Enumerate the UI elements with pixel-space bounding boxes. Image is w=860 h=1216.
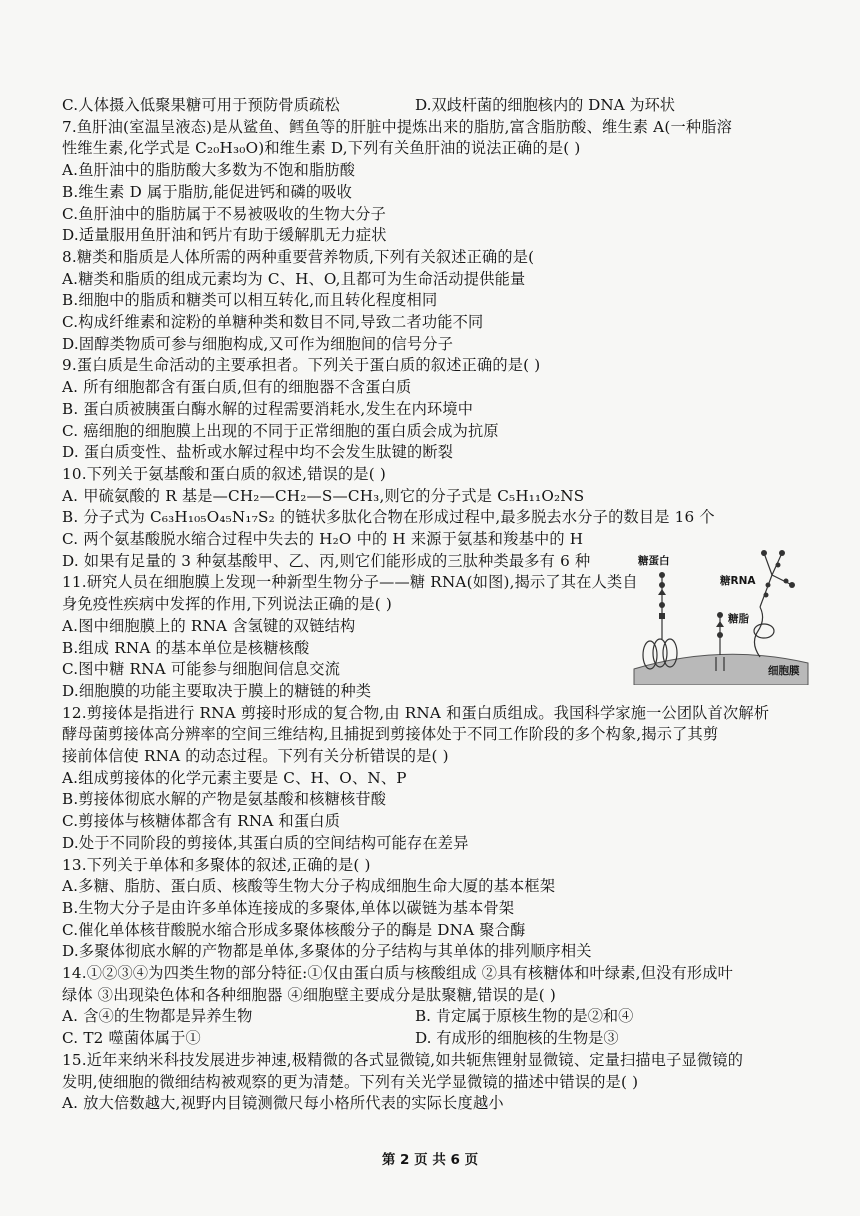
question-line: B.组成 RNA 的基本单位是核糖核酸: [62, 638, 310, 657]
question-line: A. 放大倍数越大,视野内目镜测微尺每小格所代表的实际长度越小: [62, 1094, 504, 1113]
option-text: C.人体摄入低聚果糖可用于预防骨质疏松: [62, 96, 340, 114]
option-text: B. 肯定属于原核生物的是②和④: [415, 1007, 634, 1026]
question-line: B. 分子式为 C₆₃H₁₀₅O₄₅N₁₇S₂ 的链状多肽化合物在形成过程中,最多脱去水分子的数目是 16 个: [62, 508, 715, 527]
question-line: 酵母菌剪接体高分辨率的空间三维结构,且捕捉到剪接体处于不同工作阶段的多个构象,揭示了其剪: [62, 725, 719, 744]
question-line: 性维生素,化学式是 C₂₀H₃₀O)和维生素 D,下列有关鱼肝油的说法正确的是( ): [62, 139, 581, 158]
question-line: B.生物大分子是由许多单体连接成的多聚体,单体以碳链为基本骨架: [62, 898, 515, 917]
question-line: A.鱼肝油中的脂肪酸大多数为不饱和脂肪酸: [62, 161, 356, 180]
question-line: 13.下列关于单体和多聚体的叙述,正确的是( ): [62, 855, 371, 874]
question-line: D.细胞膜的功能主要取决于膜上的糖链的种类: [62, 681, 372, 700]
question-line: A. 甲硫氨酸的 R 基是—CH₂—CH₂—S—CH₃,则它的分子式是 C₅H₁₁O₂NS: [62, 486, 585, 505]
question-line: B.细胞中的脂质和糖类可以相互转化,而且转化程度相同: [62, 291, 438, 310]
option-text: D. 有成形的细胞核的生物是③: [415, 1029, 619, 1048]
option-text: D.双歧杆菌的细胞核内的 DNA 为环状: [415, 96, 675, 114]
question-line: A.图中细胞膜上的 RNA 含氢键的双链结构: [62, 616, 356, 635]
question-line: 11.研究人员在细胞膜上发现一种新型生物分子——糖 RNA(如图),揭示了其在人类自: [62, 573, 638, 592]
question-line: C.鱼肝油中的脂肪属于不易被吸收的生物大分子: [62, 204, 387, 223]
question-line: 7.鱼肝油(室温呈液态)是从鲨鱼、鳕鱼等的肝脏中提炼出来的脂肪,富含脂肪酸、维生素 A(一种脂溶: [62, 117, 732, 136]
question-line: D.处于不同阶段的剪接体,其蛋白质的空间结构可能存在差异: [62, 833, 469, 852]
question-line: D.多聚体彻底水解的产物都是单体,多聚体的分子结构与其单体的排列顺序相关: [62, 942, 592, 961]
option-text: A. 含④的生物都是异养生物: [62, 1007, 253, 1026]
question-line: 15.近年来纳米科技发展进步神速,极精微的各式显微镜,如共轭焦锂射显微镜、定量扫描电子显微镜的: [62, 1050, 744, 1069]
question-line: D.固醇类物质可参与细胞构成,又可作为细胞间的信号分子: [62, 334, 454, 353]
question-line: A.糖类和脂质的组成元素均为 C、H、O,且都可为生命活动提供能量: [62, 269, 526, 288]
question-line: 8.糖类和脂质是人体所需的两种重要营养物质,下列有关叙述正确的是(: [62, 247, 535, 266]
question-line: D.适量服用鱼肝油和钙片有助于缓解肌无力症状: [62, 226, 387, 245]
question-line: C.图中糖 RNA 可能参与细胞间信息交流: [62, 660, 341, 679]
label-glyco-rna: 糖RNA: [720, 575, 756, 587]
question-line: B.剪接体彻底水解的产物是氨基酸和核糖核苷酸: [62, 790, 387, 809]
question-line: C.构成纤维素和淀粉的单糖种类和数目不同,导致二者功能不同: [62, 313, 484, 331]
question-line: 9.蛋白质是生命活动的主要承担者。下列关于蛋白质的叙述正确的是( ): [62, 356, 541, 375]
label-glycolipid: 糖脂: [728, 613, 749, 625]
question-line: 发明,使细胞的微细结构被观察的更为清楚。下列有关光学显微镜的描述中错误的是( ): [62, 1072, 639, 1091]
question-line: D. 蛋白质变性、盐析或水解过程中均不会发生肽键的断裂: [62, 443, 454, 462]
question-line: 12.剪接体是指进行 RNA 剪接时形成的复合物,由 RNA 和蛋白质组成。我国科学家施一公团队首次解析: [62, 703, 770, 722]
option-text: C. T2 噬菌体属于①: [62, 1029, 201, 1048]
question-line: A. 所有细胞都含有蛋白质,但有的细胞器不含蛋白质: [62, 378, 412, 397]
question-line: C.催化单体核苷酸脱水缩合形成多聚体核酸分子的酶是 DNA 聚合酶: [62, 920, 526, 939]
question-line: 身免疫性疾病中发挥的作用,下列说法正确的是( ): [62, 595, 393, 614]
question-line: C. 癌细胞的细胞膜上出现的不同于正常细胞的蛋白质会成为抗原: [62, 421, 499, 440]
glyco-rna-figure: [632, 545, 810, 685]
label-glycoprotein: 糖蛋白: [638, 555, 670, 567]
question-line: B.维生素 D 属于脂肪,能促进钙和磷的吸收: [62, 182, 353, 201]
question-line: A.多糖、脂肪、蛋白质、核酸等生物大分子构成细胞生命大厦的基本框架: [62, 877, 556, 896]
question-line: D. 如果有足量的 3 种氨基酸甲、乙、丙,则它们能形成的三肽种类最多有 6 种: [62, 551, 591, 570]
question-line: 10.下列关于氨基酸和蛋白质的叙述,错误的是( ): [62, 464, 387, 483]
question-line: A.组成剪接体的化学元素主要是 C、H、O、N、P: [62, 768, 407, 787]
question-line: 绿体 ③出现染色体和各种细胞器 ④细胞壁主要成分是肽聚糖,错误的是( ): [62, 985, 556, 1004]
question-line: 14.①②③④为四类生物的部分特征:①仅由蛋白质与核酸组成 ②具有核糖体和叶绿素,但没有形成叶: [62, 964, 734, 982]
question-line: C.剪接体与核糖体都含有 RNA 和蛋白质: [62, 812, 341, 831]
question-line: B. 蛋白质被胰蛋白酶水解的过程需要消耗水,发生在内环境中: [62, 399, 474, 418]
page-footer: 第 2 页 共 6 页: [381, 1152, 479, 1168]
label-cell-membrane: 细胞膜: [768, 665, 800, 677]
question-line: 接前体信使 RNA 的动态过程。下列有关分析错误的是( ): [62, 747, 449, 765]
question-line: C. 两个氨基酸脱水缩合过程中失去的 H₂O 中的 H 来源于氨基和羧基中的 H: [62, 530, 584, 548]
